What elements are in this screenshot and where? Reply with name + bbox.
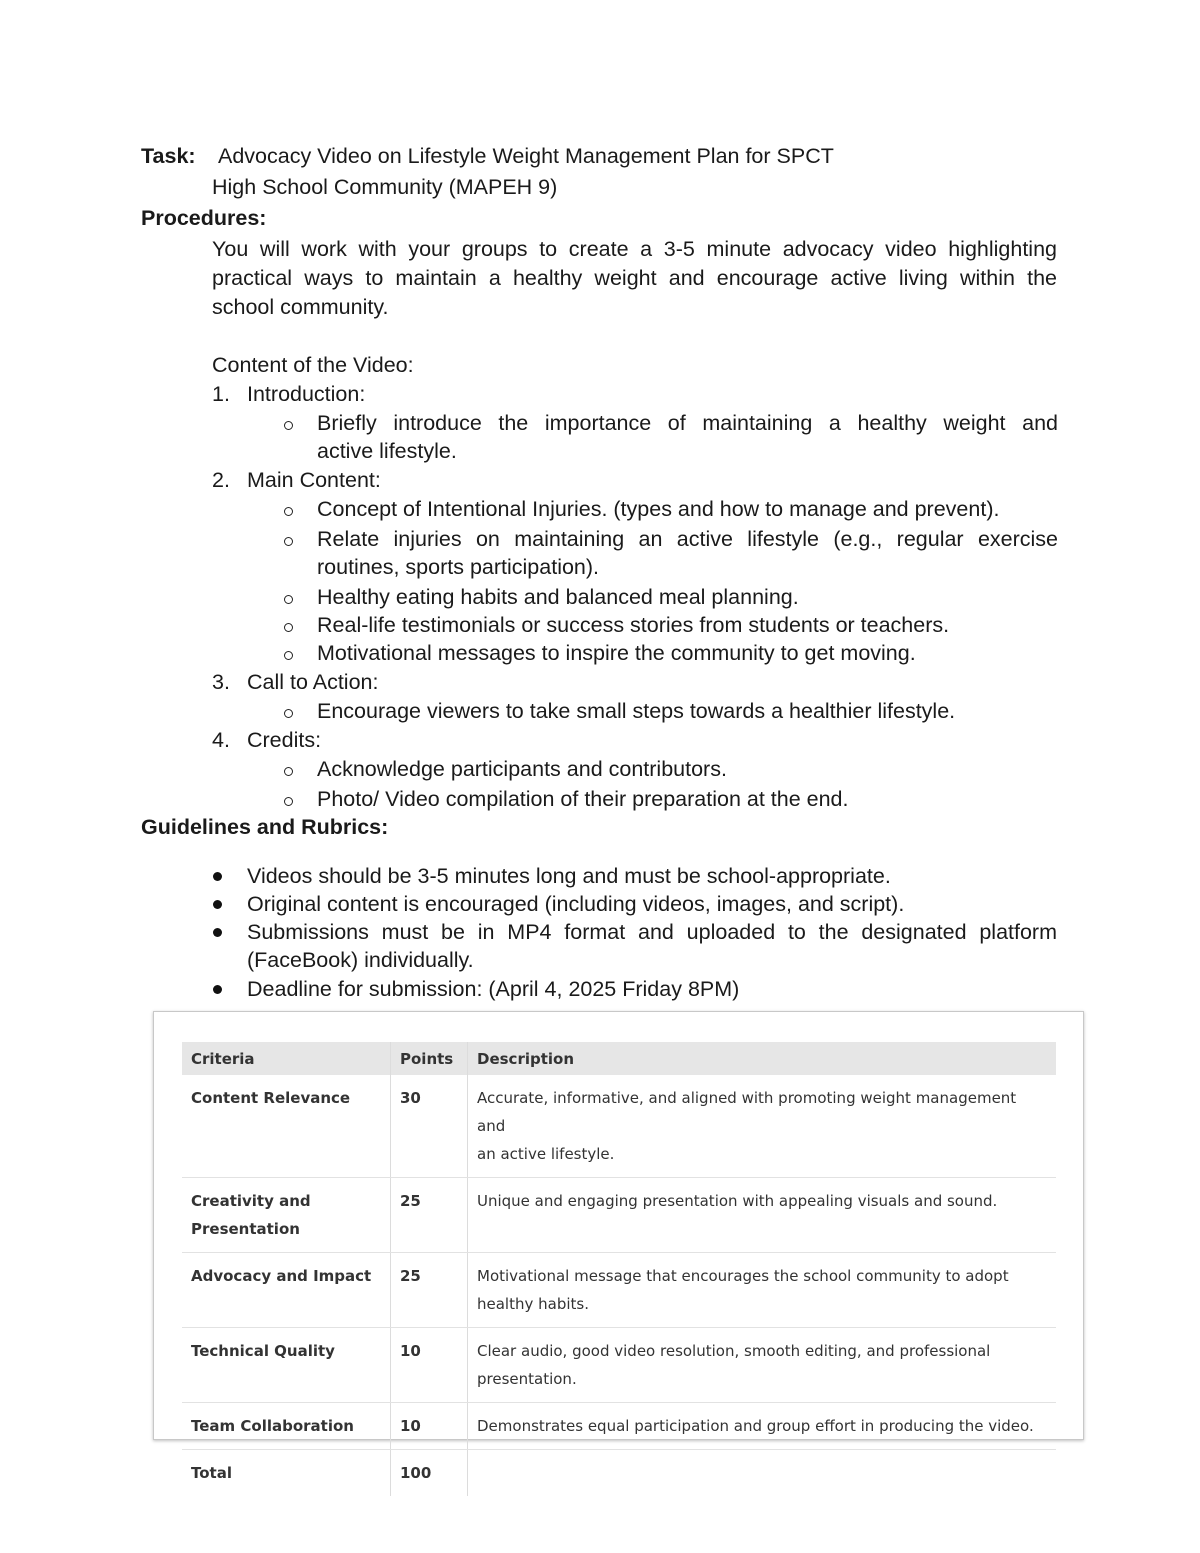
bullet-dot-icon (213, 985, 222, 994)
bullet-text: Real-life testimonials or success stories from students or teachers. (317, 613, 950, 637)
criteria-text: Team Collaboration (191, 1417, 354, 1435)
points-cell: 10 (391, 1403, 468, 1450)
hollow-bullet-icon (284, 767, 293, 776)
description-text: Accurate, informative, and aligned with promoting weight management and (477, 1089, 1017, 1135)
content-heading: Content of the Video: (212, 353, 414, 377)
bullet-text: Healthy eating habits and balanced meal planning. (317, 585, 799, 609)
description-text: Demonstrates equal participation and group effort in producing the video. (477, 1417, 1034, 1435)
rubric-table (182, 1042, 1056, 1496)
guideline-text: Submissions must be in MP4 format and uploaded to the designated platform (247, 920, 1057, 944)
guideline-text: Original content is encouraged (including videos, images, and script). (247, 892, 905, 916)
guideline-text: Deadline for submission: (April 4, 2025 Friday 8PM) (247, 977, 740, 1001)
criteria-cell (182, 1328, 391, 1403)
description-cell (468, 1178, 1057, 1253)
rubric-header-row (182, 1042, 1056, 1075)
hollow-bullet-icon (284, 537, 293, 546)
guideline-text: Videos should be 3-5 minutes long and must be school-appropriate. (247, 864, 891, 888)
section-title: Introduction: (247, 382, 366, 406)
rubric-header-description: Description (468, 1042, 1057, 1075)
section-number: 4. (212, 728, 230, 752)
hollow-bullet-icon (284, 709, 293, 718)
bullet-text: Motivational messages to inspire the community to get moving. (317, 641, 916, 665)
rubric-header-criteria: Criteria (182, 1042, 391, 1075)
criteria-text: Total (191, 1464, 232, 1482)
criteria-text: Creativity and (191, 1192, 311, 1210)
criteria-cell (182, 1450, 391, 1497)
task-label: Task: (141, 144, 196, 168)
guideline-text: (FaceBook) individually. (247, 948, 474, 972)
criteria-text: Technical Quality (191, 1342, 335, 1360)
points-cell: 100 (391, 1450, 468, 1497)
description-text: Unique and engaging presentation with appealing visuals and sound. (477, 1192, 998, 1210)
bullet-text: routines, sports participation). (317, 555, 600, 579)
guidelines-heading: Guidelines and Rubrics: (141, 815, 389, 839)
description-cell (468, 1403, 1057, 1450)
bullet-text: Relate injuries on maintaining an active lifestyle (e.g., regular exercise (317, 527, 1058, 551)
table-row (182, 1253, 1056, 1328)
table-row (182, 1403, 1056, 1450)
criteria-cell (182, 1253, 391, 1328)
description-cell (468, 1450, 1057, 1497)
criteria-text: Content Relevance (191, 1089, 351, 1107)
bullet-dot-icon (213, 872, 222, 881)
bullet-text: Concept of Intentional Injuries. (types and how to manage and prevent). (317, 497, 1000, 521)
table-row (182, 1178, 1056, 1253)
section-title: Main Content: (247, 468, 381, 492)
criteria-cell (182, 1178, 391, 1253)
table-row (182, 1328, 1056, 1403)
task-title-line2: High School Community (MAPEH 9) (212, 175, 558, 199)
procedures-heading: Procedures: (141, 206, 267, 230)
description-text: healthy habits. (477, 1295, 589, 1313)
bullet-text: Briefly introduce the importance of maintaining a healthy weight and (317, 411, 1058, 435)
description-text: Motivational message that encourages the school community to adopt (477, 1267, 1009, 1285)
criteria-cell (182, 1403, 391, 1450)
criteria-text: Presentation (191, 1220, 300, 1238)
rubric-table-panel (153, 1011, 1084, 1482)
points-cell: 25 (391, 1253, 468, 1328)
section-number: 2. (212, 468, 230, 492)
hollow-bullet-icon (284, 507, 293, 516)
bullet-text: Encourage viewers to take small steps towards a healthier lifestyle. (317, 699, 956, 723)
bullet-text: active lifestyle. (317, 439, 457, 463)
section-title: Call to Action: (247, 670, 379, 694)
description-cell (468, 1328, 1057, 1403)
points-cell: 10 (391, 1328, 468, 1403)
section-title: Credits: (247, 728, 322, 752)
description-text: an active lifestyle. (477, 1145, 615, 1163)
points-cell: 25 (391, 1178, 468, 1253)
table-row-total (182, 1450, 1056, 1497)
description-cell (468, 1075, 1057, 1178)
task-title-line1: Advocacy Video on Lifestyle Weight Management Plan for SPCT (218, 144, 834, 168)
procedures-intro-line: You will work with your groups to create a 3-5 minute advocacy video highlighting (212, 237, 1057, 261)
criteria-cell (182, 1075, 391, 1178)
section-number: 1. (212, 382, 230, 406)
procedures-intro-line: school community. (212, 295, 389, 319)
rubric-header-points: Points (391, 1042, 468, 1075)
description-text: Clear audio, good video resolution, smooth editing, and professional (477, 1342, 991, 1360)
hollow-bullet-icon (284, 797, 293, 806)
criteria-text: Advocacy and Impact (191, 1267, 372, 1285)
bullet-text: Acknowledge participants and contributors. (317, 757, 727, 781)
section-number: 3. (212, 670, 230, 694)
hollow-bullet-icon (284, 595, 293, 604)
hollow-bullet-icon (284, 651, 293, 660)
description-cell (468, 1253, 1057, 1328)
description-text: presentation. (477, 1370, 577, 1388)
table-row (182, 1075, 1056, 1178)
procedures-intro-line: practical ways to maintain a healthy weight and encourage active living within the (212, 266, 1057, 290)
bullet-dot-icon (213, 900, 222, 909)
bullet-dot-icon (213, 928, 222, 937)
hollow-bullet-icon (284, 421, 293, 430)
bullet-text: Photo/ Video compilation of their preparation at the end. (317, 787, 849, 811)
hollow-bullet-icon (284, 623, 293, 632)
points-cell: 30 (391, 1075, 468, 1178)
